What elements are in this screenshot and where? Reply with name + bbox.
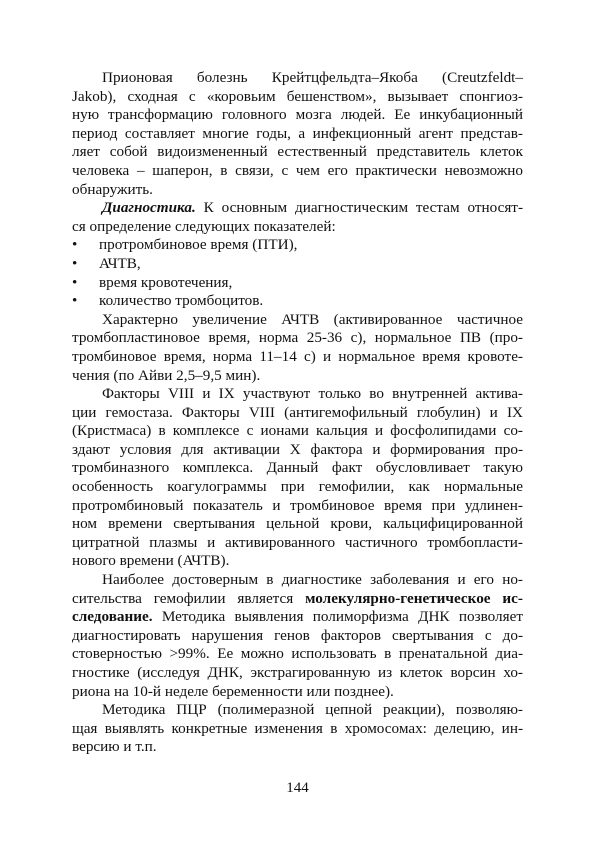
paragraph-line: стоверностью >99%. Ее можно использовать в пренатальной диа- bbox=[72, 645, 523, 663]
paragraph-line: риона на 10-й неделе беременности или позднее). bbox=[72, 682, 394, 700]
bullet-icon: • bbox=[72, 236, 78, 254]
paragraph-line: диагностировать нарушения генов факторов свертывания с до- bbox=[72, 626, 523, 644]
bold-term: молекулярно-генетическое ис- bbox=[305, 589, 523, 607]
list-item: • количество тромбоцитов. bbox=[72, 292, 264, 310]
paragraph-line: следование. Методика выявления полиморфизма ДНК позволяет bbox=[72, 608, 523, 626]
bullet-icon: • bbox=[72, 273, 78, 291]
paragraph-line: ции гемостаза. Факторы VIII (антигемофильный глобулин) и IX bbox=[72, 403, 523, 421]
paragraph-line: ся определение следующих показателей: bbox=[72, 217, 336, 235]
paragraph-line: гностике (исследуя ДНК, экстрагированную из клеток ворсин хо- bbox=[72, 664, 523, 681]
paragraph-line: здают условия для активации X фактора и формирования про- bbox=[72, 440, 523, 458]
paragraph-line: версию и т.п. bbox=[72, 738, 157, 756]
paragraph-line: щая выявлять конкретные изменения в хромосомах: делецию, ин- bbox=[72, 719, 523, 737]
paragraph-line: тромбопластиновое время, норма 25-36 с), нормальное ПВ (про- bbox=[72, 329, 523, 347]
paragraph-line: Прионовая болезнь Крейтцфельдта–Якоба (Creutzfeldt– bbox=[102, 69, 523, 86]
paragraph-line: человека – шаперон, в связи, с чем его практически невозможно bbox=[72, 161, 523, 179]
paragraph-line: нового времени (АЧТВ). bbox=[72, 552, 230, 570]
paragraph-line: Jakob), сходная с «коровьим бешенством», вызывает спонгиоз- bbox=[72, 87, 523, 105]
paragraph-line: (Кристмаса) в комплексе с ионами кальция и фосфолипидами со- bbox=[72, 422, 523, 440]
paragraph-line: период составляет многие годы, а инфекционный агент представ- bbox=[72, 124, 523, 142]
body-text bbox=[72, 69, 523, 757]
paragraph-line: тромбиназного комплекса. Данный факт обусловливает такую bbox=[72, 459, 523, 477]
paragraph-line: чения (по Айви 2,5–9,5 мин). bbox=[72, 366, 261, 384]
paragraph-line: Диагностика. К основным диагностическим тестам относят- bbox=[102, 199, 523, 217]
section-heading-diagnostics: Диагностика. bbox=[102, 199, 196, 217]
paragraph-line: ном времени свертывания цельной крови, кальцифицированной bbox=[72, 515, 523, 533]
paragraph-line: особенность коагулограммы при гемофилии, как нормальные bbox=[72, 478, 523, 496]
bullet-icon: • bbox=[72, 292, 78, 310]
paragraph-line: Факторы VIII и IX участвуют только во внутренней актива- bbox=[102, 385, 523, 403]
bullet-icon: • bbox=[72, 254, 78, 272]
paragraph-line: ную трансформацию головного мозга людей. Ее инкубационный bbox=[72, 106, 523, 124]
paragraph-line: обнаружить. bbox=[72, 180, 153, 198]
paragraph-line: цитратной плазмы и активированного частичного тромбопласти- bbox=[72, 533, 523, 551]
list-item: • АЧТВ, bbox=[72, 254, 141, 272]
paragraph-line: Характерно увеличение АЧТВ (активированное частичное bbox=[102, 310, 523, 328]
page-number: 144 bbox=[286, 780, 309, 796]
paragraph-line: протромбиновый показатель и тромбиновое время при удлинен- bbox=[72, 496, 523, 514]
paragraph-line: сительства гемофилии является молекулярно-генетическое ис- bbox=[72, 589, 523, 607]
paragraph-line: Методика ПЦР (полимеразной цепной реакции), позволяю- bbox=[102, 701, 523, 719]
paragraph-line: ляет собой видоизмененный естественный представитель клеток bbox=[72, 143, 523, 161]
paragraph-line: тромбиновое время, норма 11–14 с) и нормальное время кровоте- bbox=[72, 347, 523, 365]
list-item: • время кровотечения, bbox=[72, 273, 233, 291]
bold-term: следование. bbox=[72, 608, 153, 626]
paragraph-line: Наиболее достоверным в диагностике заболевания и его но- bbox=[102, 571, 523, 589]
list-item: • протромбиновое время (ПТИ), bbox=[72, 236, 298, 254]
